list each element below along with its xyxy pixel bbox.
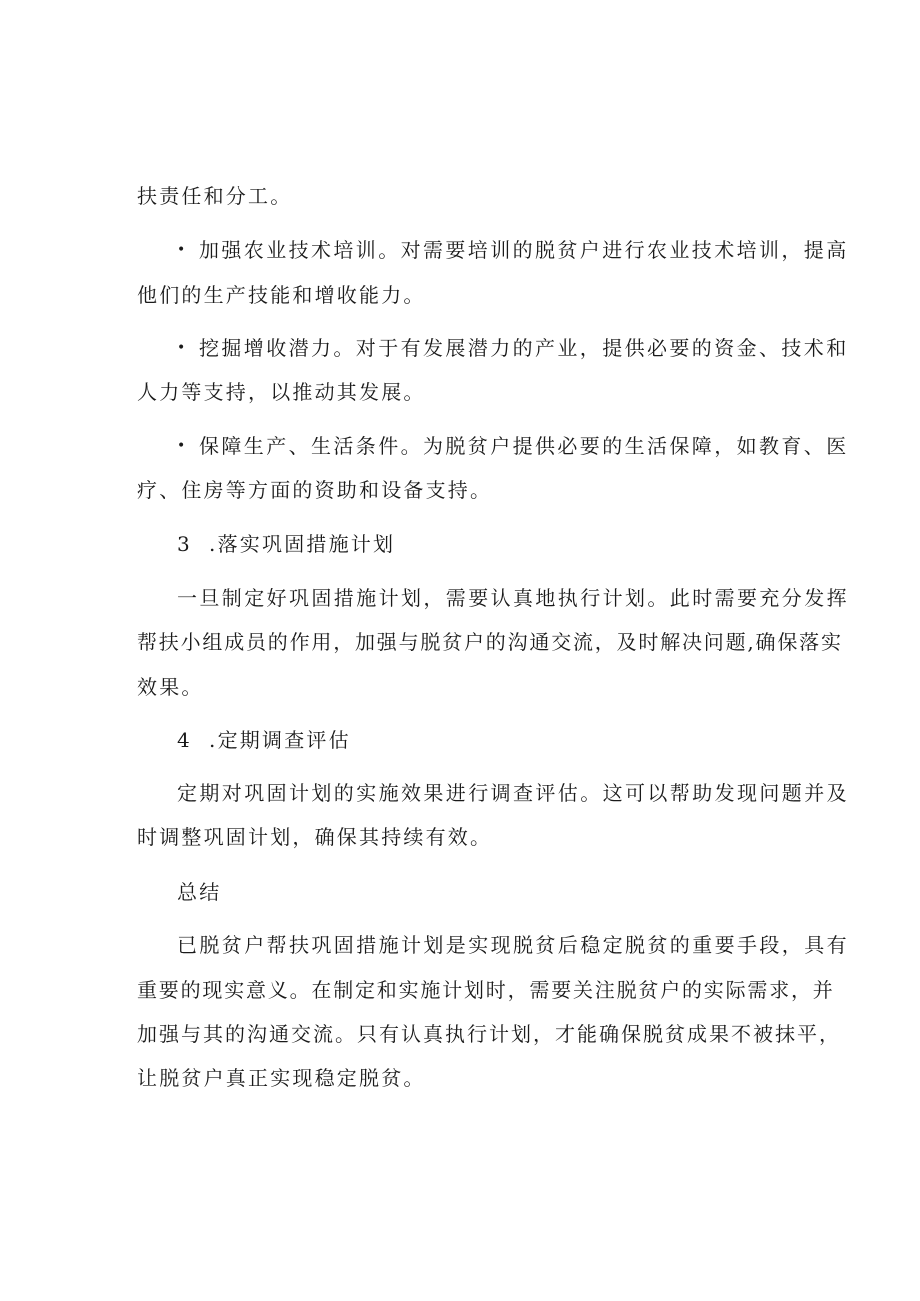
paragraph-line: 重要的现实意义。在制定和实施计划时，需要关注脱贫户的实际需求，并 bbox=[137, 978, 835, 1002]
bullet-item-text: 保障生产、生活条件。为脱贫户提供必要的生活保障，如教育、医 bbox=[199, 434, 849, 458]
section-heading: 4 .定期调查评估 bbox=[177, 728, 351, 752]
paragraph-line: 帮扶小组成员的作用，加强与脱贫户的沟通交流，及时解决问题,确保落实 bbox=[137, 630, 843, 654]
bullet-marker: • bbox=[177, 340, 186, 356]
bullet-item-text: 他们的生产技能和增收能力。 bbox=[137, 283, 426, 307]
bullet-marker: • bbox=[177, 242, 186, 258]
bullet-item-text: 人力等支持，以推动其发展。 bbox=[137, 380, 426, 404]
section-heading: 3 .落实巩固措施计划 bbox=[177, 532, 396, 556]
summary-heading: 总结 bbox=[177, 880, 222, 904]
bullet-item-text: 挖掘增收潜力。对于有发展潜力的产业，提供必要的资金、技术和 bbox=[199, 336, 849, 360]
paragraph-line: 时调整巩固计划，确保其持续有效。 bbox=[137, 825, 493, 849]
paragraph-line: 一旦制定好巩固措施计划，需要认真地执行计划。此时需要充分发挥 bbox=[177, 586, 849, 610]
bullet-item-text: 加强农业技术培训。对需要培训的脱贫户进行农业技术培训，提高 bbox=[199, 238, 849, 262]
paragraph-line: 效果。 bbox=[137, 675, 204, 699]
bullet-item-text: 疗、住房等方面的资助和设备支持。 bbox=[137, 478, 493, 502]
paragraph-line: 让脱贫户真正实现稳定脱贫。 bbox=[137, 1066, 426, 1090]
paragraph-line: 加强与其的沟通交流。只有认真执行计划，才能确保脱贫成果不被抹平， bbox=[137, 1022, 841, 1046]
paragraph-line: 已脱贫户帮扶巩固措施计划是实现脱贫后稳定脱贫的重要手段，具有 bbox=[177, 933, 849, 957]
paragraph-continuation-line: 扶责任和分工。 bbox=[137, 184, 293, 208]
bullet-marker: • bbox=[177, 438, 186, 454]
paragraph-line: 定期对巩固计划的实施效果进行调查评估。这可以帮助发现问题并及 bbox=[177, 781, 849, 805]
